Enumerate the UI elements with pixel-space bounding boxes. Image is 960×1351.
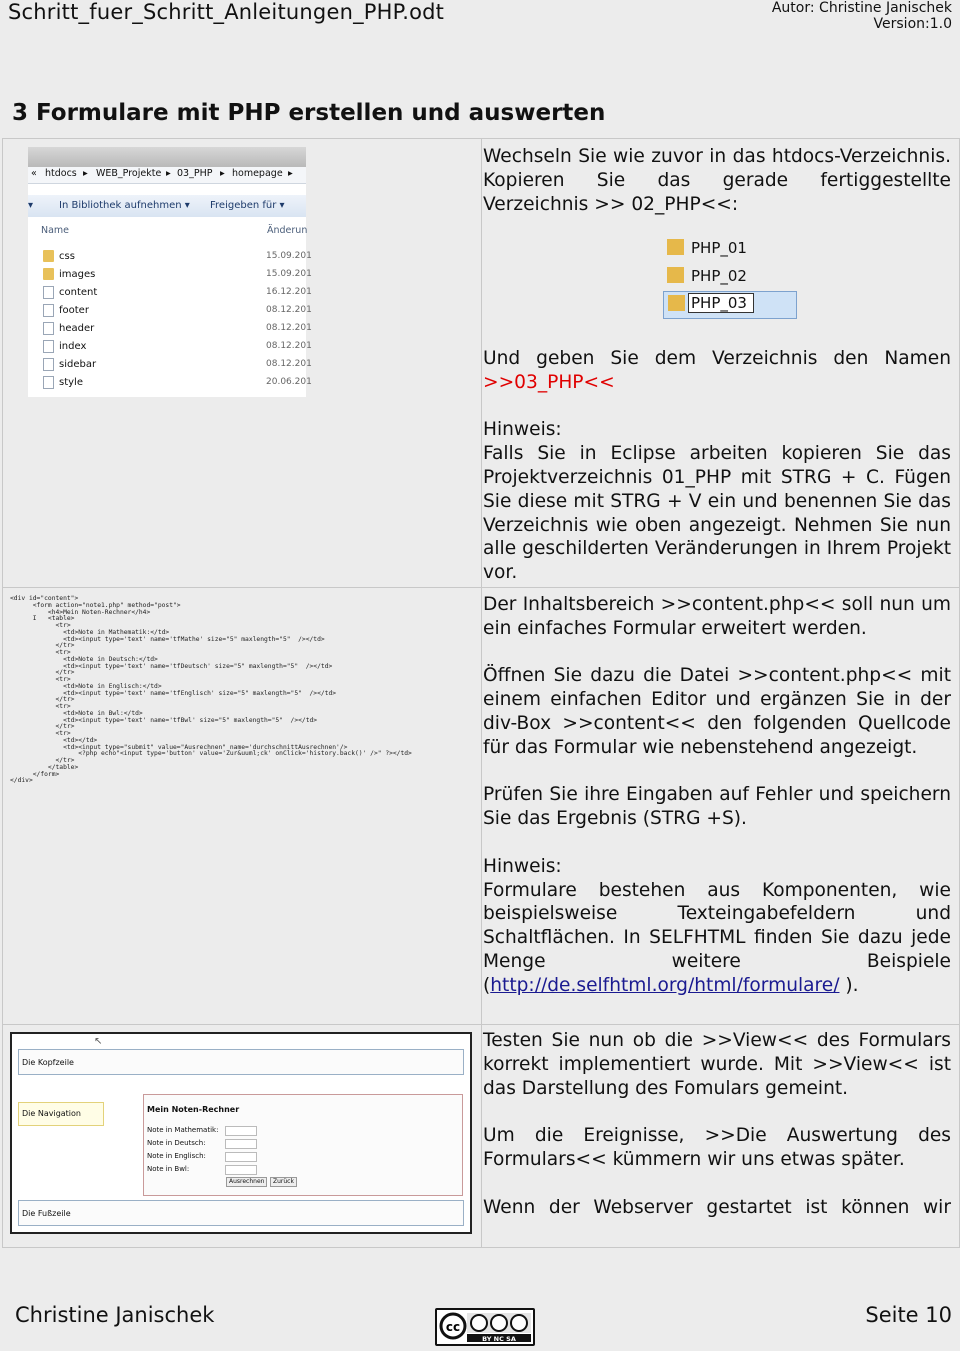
bwl-input[interactable] [225,1165,257,1175]
folder-item: PHP_02 [663,264,793,288]
explorer-breadcrumb [28,167,306,184]
file-icon [43,286,54,299]
folder-icon [43,250,54,262]
footer-box: Die Fußzeile [18,1200,464,1226]
folder-name-highlight: >>03_PHP<< [483,371,615,393]
instruction-text-2 [483,347,951,585]
share-button: Freigeben für ▾ [210,200,285,211]
file-row: footer 08.12.201 [28,302,306,320]
breadcrumb-item: homepage [232,168,283,179]
breadcrumb-item: htdocs [45,168,77,179]
column-header-name: Name [41,225,70,236]
hint-label: Hinweis: [483,419,562,441]
svg-text:cc: cc [445,1320,461,1334]
folder-icon [43,268,54,280]
cc-license-label: BY NC SA [482,1335,516,1343]
row-divider [3,1024,959,1025]
column-divider [481,139,482,1247]
column-header-changed: Änderun [267,225,308,236]
english-input[interactable] [225,1152,257,1162]
nav-box: Die Navigation [18,1102,104,1126]
library-button: In Bibliothek aufnehmen ▾ [59,200,190,211]
hint-text: Falls Sie in Eclipse arbeiten kopieren Sie das Projektverzeichnis 01_PHP mit STRG + C. Fügen Sie diese mit STRG + V ein und benennen Sie das Verzeichnis wie oben angezeigt. Nehmen Sie nun alle geschilderten Veränderungen in Ihrem Projekt vor. [483,443,951,584]
header-box: Die Kopfzeile [18,1049,464,1075]
paragraph: Prüfen Sie ihre Eingaben auf Fehler und speichern Sie das Ergebnis (STRG +S). [483,784,951,830]
document-title: Schritt_fuer_Schritt_Anleitungen_PHP.odt [8,0,445,24]
file-row: sidebar 08.12.201 [28,356,306,374]
back-button[interactable]: Zurück [270,1177,297,1187]
file-icon [43,322,54,335]
file-row: header 08.12.201 [28,320,306,338]
file-icon [43,340,54,353]
explorer-toolbar [28,195,306,217]
chevron-right-icon: ▸ [83,168,88,179]
instruction-text-1 [483,145,951,216]
math-input[interactable] [225,1126,257,1136]
instruction-text-3 [483,593,951,998]
form-view-screenshot [10,1032,472,1234]
file-row: images 15.09.201 [28,266,306,284]
paragraph: Wechseln Sie wie zuvor in das htdocs-Verzeichnis. Kopieren Sie das gerade fertiggestellte Verzeichnis >> 02_PHP<<: [483,146,951,215]
hint-label: Hinweis: [483,855,562,877]
file-row: index 08.12.201 [28,338,306,356]
paragraph: Um die Ereignisse, >>Die Auswertung des Formulars<< kümmern wir uns etwas später. [483,1125,951,1170]
chevron-down-icon: ▾ [28,200,34,211]
version-line: Version:1.0 [873,16,952,32]
paragraph: Der Inhaltsbereich >>content.php<< soll nun um ein einfaches Formular erweitert werden. [483,594,951,639]
file-row: css 15.09.201 [28,248,306,266]
folder-icon [667,267,684,283]
folder-icon [668,295,685,311]
file-icon [43,358,54,371]
file-icon [43,376,54,389]
breadcrumb-item: WEB_Projekte [96,168,162,179]
chevron-right-icon: ▸ [288,168,293,179]
german-input[interactable] [225,1139,257,1149]
author-line: Autor: Christine Janischek [771,0,952,16]
row-divider [3,587,959,588]
file-row: content 16.12.201 [28,284,306,302]
breadcrumb-item: 03_PHP [177,168,213,179]
chevron-right-icon: ▸ [220,168,225,179]
explorer-screenshot [28,147,312,397]
code-block: <div id="content"> <form action="note1.php" method="post"> <h4>Mein Noten-Rechner</h4> I <table> <tr> <td>Note in Mathematik:</td> <td><input type='text' name='tfMathe' size="5" maxlength="5" /></td> </tr> <tr> <td>Note in Deutsch:</td> <td><input type='text' name='tfDeutsch' size="5" maxlength="5" /></td> </tr> <tr> <td>Note in Englisch:</td> <td><input type='text' name='tfEnglisch' size="5" maxlength="5" /></td> </tr> <tr> <td>Note in Bwl:</td> <td><input type='text' name='tfBwl' size="5" maxlength="5" /></td> </tr> <tr> <td></td> <td><input type="submit" value="Ausrechnen" name='durchschnittAusrechnen'/> <?php echo"<input type='button' value='Zur&uuml;ck' onClick='history.back()' />" ?></td> </tr> </table> </form> </div> [10,595,412,785]
paragraph: Wenn der Webserver gestartet ist können wir [483,1196,951,1218]
cursor-icon: ↖ [94,1036,103,1047]
calculate-button[interactable]: Ausrechnen [226,1177,267,1187]
section-heading: 3 Formulare mit PHP erstellen und auswerten [12,100,606,126]
instruction-text-4 [483,1029,951,1219]
paragraph: Öffnen Sie dazu die Datei >>content.php<< mit einem einfachen Editor und ergänzen Sie in der div-Box >>content<< den folgenden Quellcode für das Formular wie nebenstehend angezeigt. [483,665,951,758]
file-row: style 20.06.201 [28,374,306,392]
explorer-titlebar [28,147,306,167]
file-icon [43,304,54,317]
chevron-right-icon: ▸ [166,168,171,179]
folder-item: PHP_01 [663,236,793,260]
paragraph: Und geben Sie dem Verzeichnis den Namen [483,348,951,369]
selfhtml-link[interactable]: http://de.selfhtml.org/html/formulare/ [490,974,840,996]
header-meta [772,0,952,32]
folder-icon [667,239,684,255]
paragraph: Testen Sie nun ob die >>View<< des Formulars korrekt implementiert wurde. Mit >>View<< ist das Darstellung des Fomulars gemeint. [483,1030,951,1099]
page-number: Seite 10 [865,1303,952,1327]
folder-item-selected: PHP_03 [663,291,797,319]
breadcrumb-back: « [31,168,37,179]
content-box: Mein Noten-Rechner Note in Mathematik: Note in Deutsch: Note in Englisch: Note in Bwl: Ausrechnen Zurück [143,1094,463,1196]
creative-commons-icon [435,1308,535,1346]
footer-author: Christine Janischek [15,1303,215,1327]
hint-text: Formulare bestehen aus Komponenten, wie beispielsweise Texteingabefeldern und Schaltflächen. In SELFHTML finden Sie dazu jede Menge weitere Beispiele (http://de.selfhtml.org/html/formulare/ ). [483,879,951,996]
